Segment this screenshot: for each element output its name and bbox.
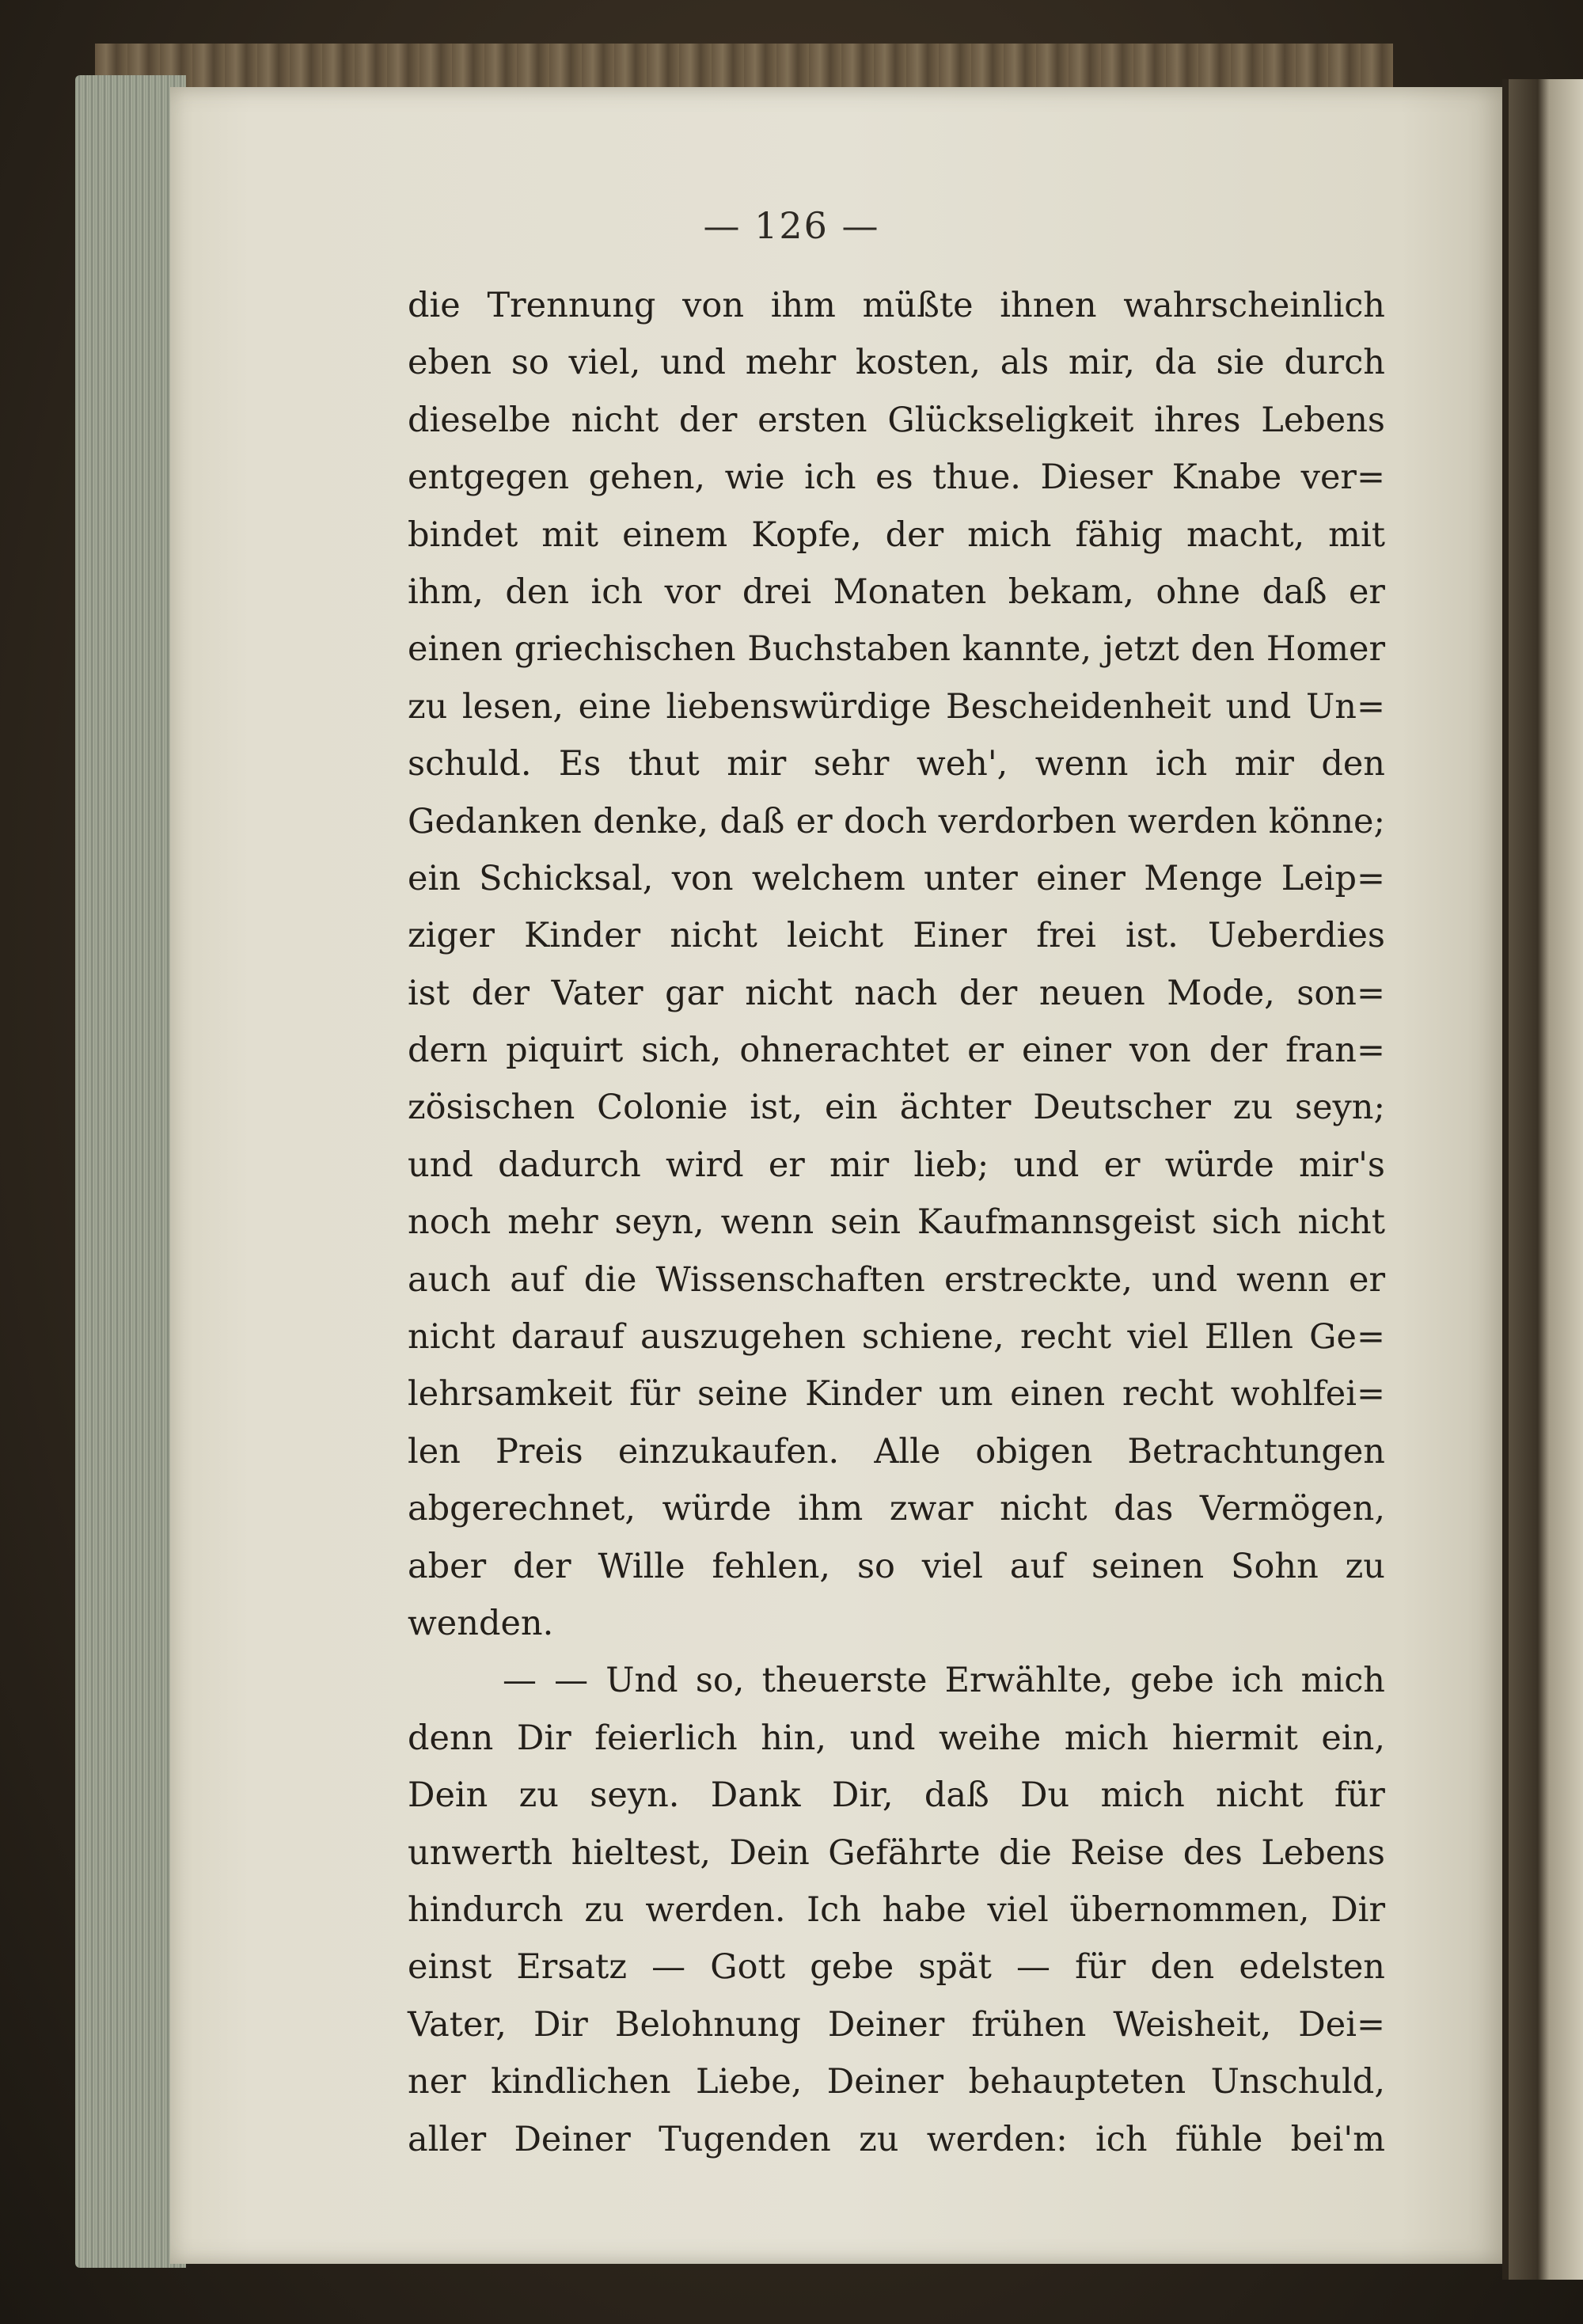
text-line: noch mehr seyn, wenn sein Kaufmannsgeist sich nicht: [408, 1202, 1385, 1243]
text-line: zösischen Colonie ist, ein ächter Deutscher zu seyn;: [408, 1088, 1385, 1128]
text-line: len Preis einzukaufen. Alle obigen Betrachtungen: [408, 1431, 1385, 1471]
text-line: auch auf die Wissenschaften erstreckte, und wenn er: [408, 1259, 1385, 1300]
text-line: hindurch zu werden. Ich habe viel übernommen, Dir: [408, 1889, 1385, 1930]
text-line: Dein zu seyn. Dank Dir, daß Du mich nicht für: [408, 1775, 1385, 1816]
text-line: aber der Wille fehlen, so viel auf seinen Sohn zu: [408, 1546, 1385, 1586]
text-line: lehrsamkeit für seine Kinder um einen recht wohlfei=: [408, 1374, 1385, 1415]
facing-page-strip: [1508, 79, 1583, 2280]
text-line: ist der Vater gar nicht nach der neuen Mode, son=: [408, 973, 1385, 1013]
text-line: einen griechischen Buchstaben kannte, jetzt den Homer: [408, 629, 1385, 670]
text-line: denn Dir feierlich hin, und weihe mich hiermit ein,: [408, 1718, 1385, 1758]
text-line: ihm, den ich vor drei Monaten bekam, ohne daß er: [408, 572, 1385, 612]
text-line: die Trennung von ihm müßte ihnen wahrscheinlich: [408, 286, 1385, 325]
text-line: nicht darauf auszugehen schiene, recht viel Ellen Ge=: [408, 1317, 1385, 1358]
text-line: Vater, Dir Belohnung Deiner frühen Weisheit, Dei=: [408, 2004, 1385, 2045]
text-line: zu lesen, eine liebenswürdige Bescheidenheit und Un=: [408, 686, 1385, 727]
text-line: ein Schicksal, von welchem unter einer Menge Leip=: [408, 858, 1385, 898]
text-line: bindet mit einem Kopfe, der mich fähig macht, mit: [408, 515, 1385, 555]
text-line: ziger Kinder nicht leicht Einer frei ist. Ueberdies: [408, 916, 1385, 956]
text-line: dern piquirt sich, ohnerachtet er einer von der fran=: [408, 1031, 1385, 1071]
text-line: schuld. Es thut mir sehr weh', wenn ich mir den: [408, 744, 1385, 784]
text-line: entgegen gehen, wie ich es thue. Dieser Knabe ver=: [408, 458, 1385, 498]
text-line: und dadurch wird er mir lieb; und er würde mir's: [408, 1145, 1385, 1185]
text-line: aller Deiner Tugenden zu werden: ich fühle bei'm: [408, 2119, 1385, 2159]
text-line: abgerechnet, würde ihm zwar nicht das Vermögen,: [408, 1489, 1385, 1529]
text-line: unwerth hieltest, Dein Gefährte die Reise des Lebens: [408, 1832, 1385, 1873]
text-line: ner kindlichen Liebe, Deiner behaupteten Unschuld,: [408, 2062, 1385, 2102]
gutter-shadow: [1502, 79, 1509, 2280]
paragraph-start-line: — — Und so, theuerste Erwählte, gebe ich mich: [503, 1661, 1385, 1701]
page-edges: [75, 75, 186, 2268]
text-line: einst Ersatz — Gott gebe spät — für den edelsten: [408, 1947, 1385, 1988]
body-text: [408, 277, 1385, 2168]
text-line: eben so viel, und mehr kosten, als mir, da sie durch: [408, 343, 1385, 383]
text-line: dieselbe nicht der ersten Glückseligkeit ihres Lebens: [408, 400, 1385, 440]
page-number: — 126 —: [703, 204, 880, 247]
paragraph-end-line: wenden.: [408, 1603, 554, 1643]
text-line: Gedanken denke, daß er doch verdorben werden könne;: [408, 801, 1385, 841]
